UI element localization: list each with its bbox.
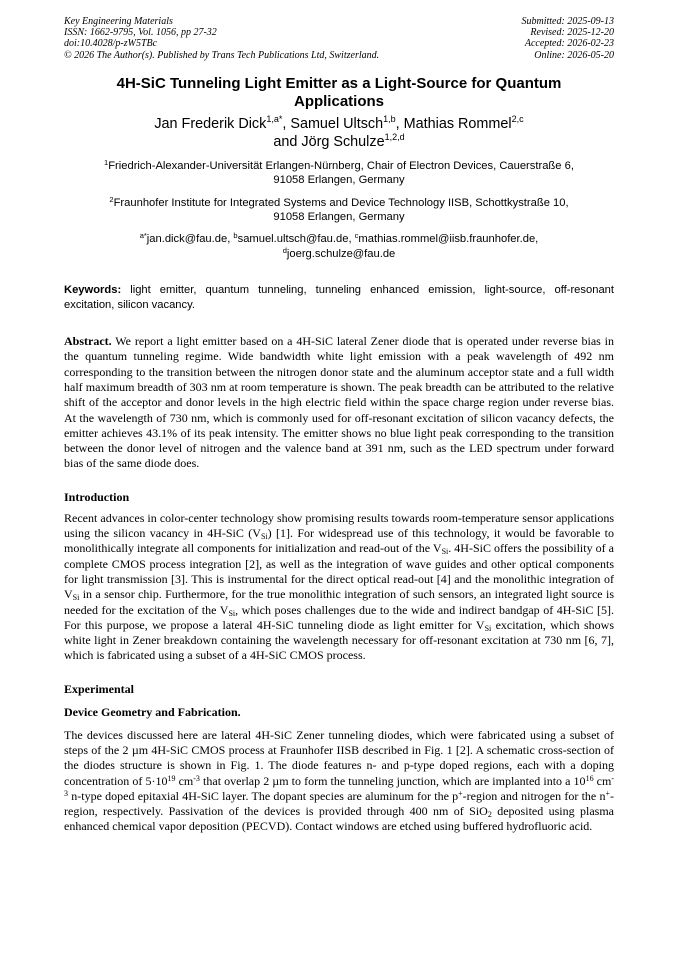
- doi-line: doi:10.4028/p-zW5TBc: [64, 38, 158, 50]
- email-link[interactable]: mathias.rommel@iisb.fraunhofer.de,: [358, 233, 539, 246]
- text-run: , which poses challenges due to the wide and indirect bandgap of 4H-SiC [5]. For this purpose, we propose a lateral 4H-SiC tunneling diode as light emitter for V: [64, 602, 614, 632]
- subscript: Si: [260, 532, 268, 542]
- email-link[interactable]: jan.dick@fau.de,: [146, 233, 234, 246]
- abstract-text: We report a light emitter based on a 4H-SiC lateral Zener diode that is operated under reverse bias in the quantum tunneling regime. Wide bandwidth white light emission with a peak wavelength of 492 nm corresponding to the transition between the nitrogen donor state and the aluminum acceptor state and a full width half maximum breadth of 303 nm at room temperature is shown. The peak breadth can be attributed to the relative shift of the acceptor and donor levels in the high electric field within the space charge region under reverse bias. At the wavelength of 730 nm, which is commonly used for off-resonant excitation of silicon vacancy defects, the emitter achieves 43.1% of its peak intensity. The emitter shows no blue light peak corresponding to the transition between the donor level of nitrogen and the valence band at 391 nm, such as the LED spectrum under forward bias of the same diode does.: [64, 334, 614, 471]
- journal-name: Key Engineering Materials: [64, 16, 173, 27]
- text-run: cm: [593, 773, 612, 788]
- text-run: excitation, which shows white light in Zener breakdown containing the wavelength necessary for off-resonant excitation at 730 nm [6, 7], which is fabricated using a subset of a 4H-SiC CMOS process.: [64, 617, 614, 663]
- paper-title: 4H-SiC Tunneling Light Emitter as a Light-Source for Quantum Applications: [116, 74, 562, 110]
- affiliation-address: 91058 Erlangen, Germany: [273, 174, 405, 187]
- author-name: Jan Frederik Dick: [154, 115, 267, 132]
- email-marker: b: [233, 231, 238, 241]
- superscript: 19: [167, 773, 176, 783]
- submitted-date: Submitted: 2025-09-13: [521, 16, 614, 27]
- affiliation-number: 1: [104, 157, 109, 167]
- subscript: Si: [228, 608, 236, 618]
- subscript: Si: [441, 547, 449, 557]
- affiliation-1: [64, 159, 614, 188]
- superscript: -3: [64, 773, 614, 798]
- author-affil-sup: 2,c: [511, 113, 524, 124]
- copyright-line: © 2026 The Author(s). Published by Trans Tech Publications Ltd, Switzerland.: [64, 49, 380, 61]
- text-run: . 4H-SiC offers the possibility of a complete CMOS process integration [2], as well as the integration of wave guides and other optical components for light transmission [3]. This is instrumental for the direct optical read-out [4] and the monolithic integration of V: [64, 541, 614, 602]
- author-name: Jörg Schulze: [301, 133, 385, 150]
- text-run: The devices discussed here are lateral 4H-SiC Zener tunneling diodes, which were fabricated using a subset of steps of the 2 µm 4H-SiC CMOS process at Fraunhofer IISB described in Fig. 1 [2]. A schematic cross-section of the diodes structure is shown in Fig. 1. The diode features n- and p-type doped regions, each with a doping concentration of 5·10: [64, 727, 614, 788]
- email-link[interactable]: joerg.schulze@fau.de: [286, 247, 396, 260]
- introduction-paragraph: [64, 511, 614, 664]
- subscript: 2: [487, 810, 492, 820]
- revised-date: Revised: 2025-12-20: [530, 27, 614, 39]
- experimental-paragraph: [64, 728, 614, 835]
- email-marker: a*: [139, 231, 147, 241]
- affiliation-number: 2: [109, 194, 114, 204]
- text-run: in a sensor chip. Furthermore, for the true monolithic integration of such sensors, an integrated light source is needed for the excitation of the V: [64, 587, 614, 617]
- keywords-text: light emitter, quantum tunneling, tunneling enhanced emission, light-source, off-resonant excitation, silicon vacancy.: [64, 284, 614, 311]
- author-conjunction: and: [273, 133, 302, 150]
- header-right: [522, 16, 615, 61]
- affiliation-address: 91058 Erlangen, Germany: [273, 211, 405, 224]
- issn-line: ISSN: 1662-9795, Vol. 1056, pp 27-32: [64, 27, 217, 39]
- text-run: that overlap 2 µm to form the tunneling junction, which are implanted into a 10: [199, 773, 586, 788]
- abstract-label: Abstract.: [64, 334, 112, 349]
- online-date: Online: 2026-05-20: [534, 49, 614, 61]
- keywords-label: Keywords:: [64, 284, 122, 297]
- affiliation-text: Friedrich-Alexander-Universität Erlangen-Nürnberg, Chair of Electron Devices, Cauerstraße 6,: [108, 159, 574, 172]
- affiliation-text: Fraunhofer Institute for Integrated Systems and Device Technology IISB, Schottkystraße 10,: [113, 196, 569, 209]
- introduction-heading: Introduction: [64, 489, 130, 504]
- author-separator: ,: [395, 115, 404, 132]
- abstract-block: [64, 334, 614, 472]
- author-name: Mathias Rommel: [403, 115, 512, 132]
- author-affil-sup: 1,b: [383, 113, 396, 124]
- email-marker: c: [354, 231, 359, 241]
- email-marker: d: [282, 245, 287, 255]
- keywords-block: [64, 283, 614, 312]
- superscript: +: [458, 788, 463, 798]
- author-list: [64, 115, 614, 151]
- text-run: n-type doped epitaxial 4H-SiC layer. The dopant species are aluminum for the p: [68, 788, 459, 803]
- superscript: +: [605, 788, 610, 798]
- header-left: [64, 16, 379, 61]
- affiliation-2: [64, 196, 614, 225]
- author-affil-sup: 1,a*: [266, 113, 283, 124]
- text-run: cm: [175, 773, 194, 788]
- author-separator: ,: [282, 115, 291, 132]
- email-list: [64, 232, 614, 261]
- author-name: Samuel Ultsch: [290, 115, 384, 132]
- subscript: Si: [484, 623, 492, 633]
- accepted-date: Accepted: 2026-02-23: [524, 38, 614, 50]
- text-run: Recent advances in color-center technology show promising results towards room-temperature sensor applications using the silicon vacancy in 4H-SiC (V: [64, 510, 614, 541]
- experimental-subheading: Device Geometry and Fabrication.: [64, 704, 241, 719]
- superscript: -3: [193, 773, 200, 783]
- text-run: -region, respectively. Passivation of the devices is provided through 400 nm of SiO: [64, 788, 614, 819]
- journal-header: [64, 16, 614, 61]
- email-link[interactable]: samuel.ultsch@fau.de,: [237, 233, 355, 246]
- text-run: -region and nitrogen for the n: [462, 788, 606, 803]
- author-affil-sup: 1,2,d: [384, 131, 405, 142]
- text-run: ) [1]. For widespread use of this technology, it would be favorable to monolithically integrate all components for initialization and read-out of the V: [64, 526, 614, 556]
- subscript: Si: [72, 593, 80, 603]
- text-run: deposited using plasma enhanced chemical vapor deposition (PECVD). Contact windows are etched using buffered hydrofluoric acid.: [64, 804, 614, 834]
- superscript: 16: [585, 773, 594, 783]
- experimental-heading: Experimental: [64, 681, 134, 696]
